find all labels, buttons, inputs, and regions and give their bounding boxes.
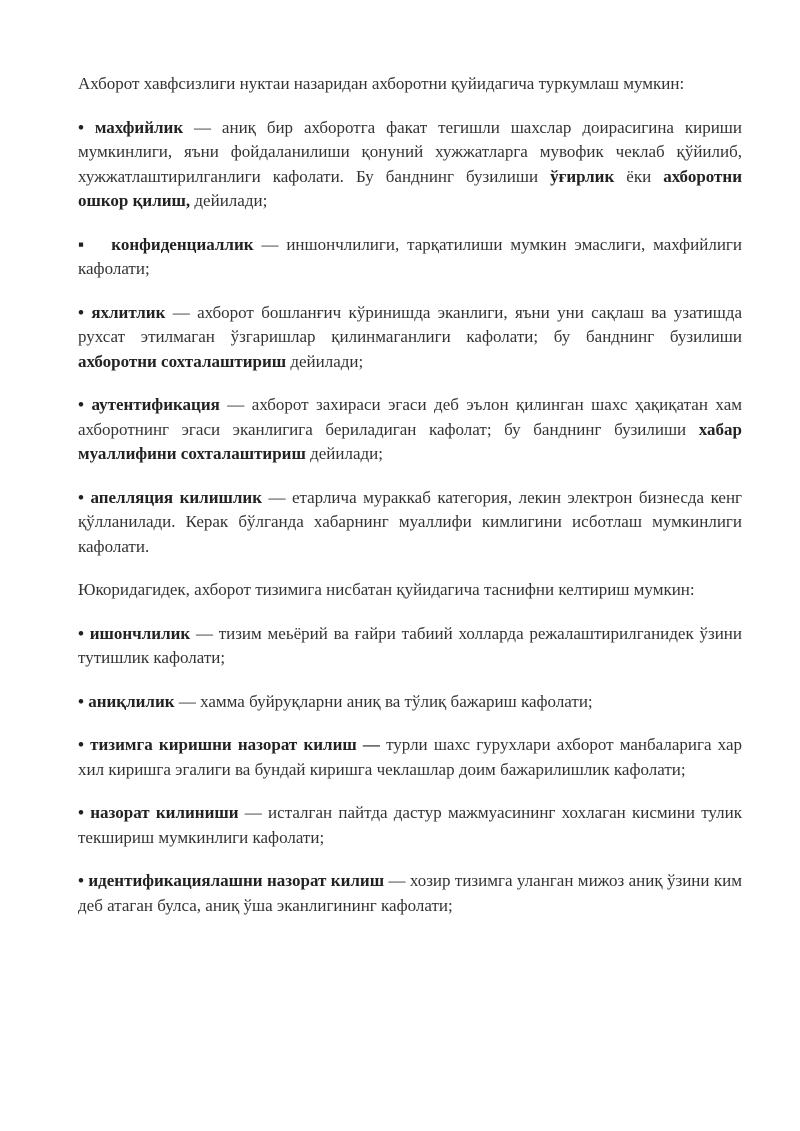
intro-paragraph: Ахборот хавфсизлиги нуктаи назаридан ахборотни қуйидагича туркумлаш мумкин: [78, 74, 685, 93]
term: ишончлилик [89, 623, 191, 643]
document-body [78, 72, 742, 937]
definition: — иншончлилиги, тарқатилиши мумкин эмаслиги, махфийлиги кафолати; [78, 234, 742, 278]
list-item-reliability [78, 622, 742, 671]
list-item-accuracy [78, 690, 742, 715]
definition: — ахборот захираси эгаси деб эълон қилинган шахс ҳақиқатан хам ахборотнинг эгаси эканлигига бериладиган кафолат; бу банднинг бузилиши [78, 395, 742, 439]
list-item-identification-control [78, 869, 742, 918]
definition: — хозир тизимга уланган мижоз аниқ ўзини ким деб атаган булса, аниқ ўша эканлигининг кафолати; [78, 871, 743, 915]
bullet-marker: ▪ [78, 234, 88, 254]
definition: — етарлича мураккаб категория, лекин электрон бизнесда кенг қўлланилади. Керак бўлганда хабарнинг муаллифи кимлигини исботлаш мумкинлиги кафолати. [78, 487, 743, 556]
term: апелляция килишлик [90, 487, 262, 507]
list-item-confidentiality [78, 116, 742, 214]
definition: — аниқ бир ахборотга факат тегишли шахслар доирасигина кириши мумкинлиги, яъни фойдаланилиши қонуний хужжатларга мувофик чеклаб қўйилиб, хужжатлаштирилганлиги кафолати. Бу банднинг бузилиши [78, 117, 742, 186]
term-emphasis: ўғирлик [550, 166, 615, 186]
definition: — тизим меьёрий ва ғайри табиий холларда режалаштирилганидек ўзини тутишлик кафолати; [78, 623, 742, 667]
intro-paragraph-2: Юкоридагидек, ахборот тизимига нисбатан қуйидагича таснифни келтириш мумкин: [78, 580, 695, 599]
definition-cont: дейилади; [190, 191, 268, 210]
list-item-auditability [78, 801, 742, 850]
term: аниқлилик [88, 691, 175, 711]
term-emphasis: хабар муаллифини сохталаштириш [78, 419, 742, 463]
list-item-integrity [78, 301, 742, 375]
list-item-appeal [78, 486, 742, 560]
list-item-access-control [78, 733, 742, 782]
list-item-confidentiality-2 [78, 233, 742, 282]
bullet-marker: • [78, 302, 84, 322]
term: назорат килиниши [90, 803, 239, 822]
definition: — ахборот бошланғич кўринишда эканлиги, яъни уни сақлаш ва узатишда рухсат этилмаган ўзгаришлар қилинмаганлиги кафолати; бу банднинг бузилиши [78, 302, 743, 346]
term: тизимга киришни назорат килиш — [90, 735, 380, 754]
term: аутентификация [91, 395, 220, 414]
bullet-marker: • [78, 735, 84, 754]
term: конфиденциаллик [111, 234, 254, 254]
term: идентификациялашни назорат килиш [88, 871, 385, 890]
definition: — хамма буйруқларни аниқ ва тўлиқ бажариш кафолати; [174, 691, 593, 711]
definition: турли шахс гурухлари ахборот манбаларига хар хил киришга эгалиги ва бундай киришга чеклашлар доим бажарилишлик кафолати; [78, 735, 742, 779]
term: махфийлик [94, 117, 184, 137]
bullet-marker: • [78, 487, 84, 507]
bullet-marker: • [78, 803, 84, 822]
definition: — исталган пайтда дастур мажмуасининг хохлаган кисмини тулик текшириш мумкинлиги кафолати; [78, 803, 742, 847]
term-emphasis: ахборотни сохталаштириш [78, 351, 287, 371]
bullet-marker: • [78, 623, 84, 643]
term: яхлитлик [91, 302, 166, 322]
definition-cont: дейилади; [305, 444, 383, 463]
list-item-authentication [78, 393, 742, 467]
term-emphasis: ахборотни ошкор қилиш, [78, 166, 743, 210]
definition-cont: ёки [614, 166, 664, 186]
definition-cont: дейилади; [286, 351, 364, 371]
bullet-marker: • [78, 871, 84, 890]
bullet-marker: • [78, 395, 84, 414]
bullet-marker: • [78, 691, 84, 711]
bullet-marker: • [78, 117, 84, 137]
